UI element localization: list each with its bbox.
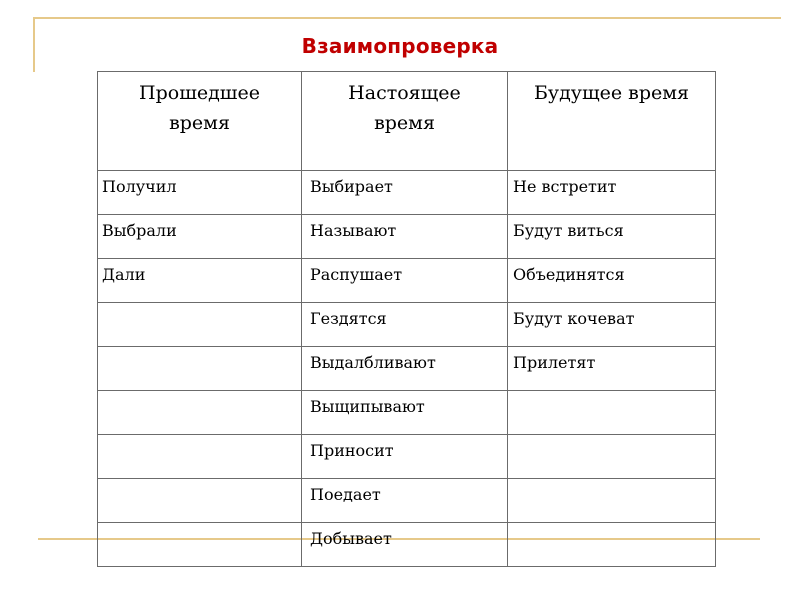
table-row (98, 259, 716, 303)
cell-present: Называют (302, 215, 508, 259)
cell-present: Гездятся (302, 303, 508, 347)
cell-present: Распушает (302, 259, 508, 303)
cell-future (508, 391, 716, 435)
decorative-top-line (33, 17, 781, 19)
cell-past (98, 347, 302, 391)
cell-future: Будут виться (508, 215, 716, 259)
page-title: Взаимопроверка (301, 34, 499, 58)
tense-table (97, 71, 716, 567)
cell-present: Поедает (302, 479, 508, 523)
cell-future: Будут кочеват (508, 303, 716, 347)
cell-future: Объединятся (508, 259, 716, 303)
table-row (98, 479, 716, 523)
cell-future (508, 479, 716, 523)
cell-present: Добывает (302, 523, 508, 567)
cell-past (98, 391, 302, 435)
table-header-row (98, 72, 716, 171)
cell-past (98, 435, 302, 479)
cell-future (508, 435, 716, 479)
table-row (98, 215, 716, 259)
table-row (98, 171, 716, 215)
cell-past: Получил (98, 171, 302, 215)
table-row (98, 523, 716, 567)
cell-past: Выбрали (98, 215, 302, 259)
cell-past (98, 523, 302, 567)
cell-present: Выщипывают (302, 391, 508, 435)
table-row (98, 347, 716, 391)
header-past-tense: Прошедшее время (98, 72, 302, 171)
cell-future: Не встретит (508, 171, 716, 215)
cell-past (98, 479, 302, 523)
cell-past: Дали (98, 259, 302, 303)
table-row (98, 391, 716, 435)
cell-present: Приносит (302, 435, 508, 479)
cell-present: Выдалбливают (302, 347, 508, 391)
cell-future: Прилетят (508, 347, 716, 391)
cell-present: Выбирает (302, 171, 508, 215)
header-present-tense: Настоящее время (302, 72, 508, 171)
header-future-tense: Будущее время (508, 72, 716, 171)
cell-future (508, 523, 716, 567)
cell-past (98, 303, 302, 347)
table-row (98, 303, 716, 347)
table-row (98, 435, 716, 479)
